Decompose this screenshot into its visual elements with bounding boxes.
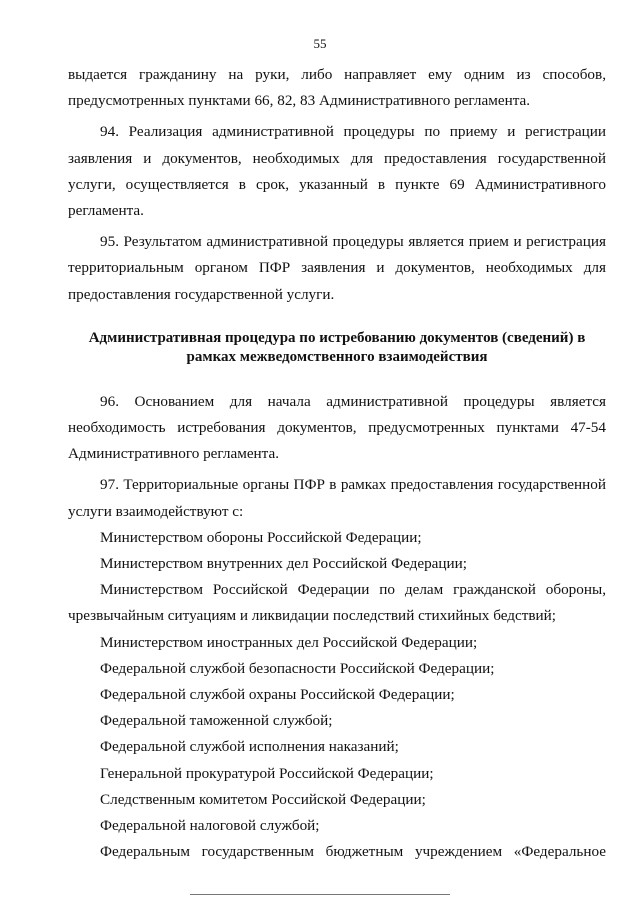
page-number: 55 — [313, 36, 327, 51]
paragraph-94: 94. Реализация административной процедуры по приему и регистрации заявления и документов, необходимых для предоставления государственной услуги, осуществляется в срок, указанный в пункте 69 Административного регламента. — [68, 123, 606, 220]
section-heading-line-1: Административная процедура по истребованию документов (сведений) в — [88, 329, 586, 346]
agency-item: Следственным комитетом Российской Федерации; — [100, 790, 426, 808]
paragraph-96: 96. Основанием для начала административной процедуры является необходимость истребования документов, предусмотренных пунктами 47-54 Административного регламента. — [68, 392, 606, 463]
paragraph-continuation: выдается гражданину на руки, либо направляет ему одним из способов, предусмотренных пунктами 66, 82, 83 Административного регламента. — [68, 66, 606, 110]
page-content — [68, 62, 606, 865]
agency-item: Федеральным государственным бюджетным учреждением «Федеральное — [100, 843, 606, 861]
agency-item: Федеральной налоговой службой; — [100, 817, 320, 835]
agency-item: Министерством внутренних дел Российской Федерации; — [100, 555, 468, 573]
agency-item: Федеральной таможенной службой; — [100, 712, 333, 730]
section-heading — [68, 329, 606, 368]
agency-item: Федеральной службой безопасности Российской Федерации; — [100, 659, 495, 677]
bottom-divider — [190, 894, 450, 895]
paragraph-97: 97. Территориальные органы ПФР в рамках предоставления государственной услуги взаимодействуют с: — [68, 476, 606, 520]
agency-item: Министерством Российской Федерации по делам гражданской обороны, чрезвычайным ситуациям и ликвидации последствий стихийных бедствий; — [68, 581, 606, 625]
agency-item: Федеральной службой охраны Российской Федерации; — [100, 686, 455, 704]
agency-item: Министерством иностранных дел Российской Федерации; — [100, 633, 478, 651]
agency-item: Федеральной службой исполнения наказаний; — [100, 738, 399, 756]
agency-item: Генеральной прокуратурой Российской Федерации; — [100, 764, 434, 782]
section-heading-line-2: рамках межведомственного взаимодействия — [186, 349, 488, 366]
paragraph-95: 95. Результатом административной процедуры является прием и регистрация территориальным органом ПФР заявления и документов, необходимых для предоставления государственной услуги. — [68, 233, 606, 303]
agency-item: Министерством обороны Российской Федерации; — [100, 528, 422, 546]
